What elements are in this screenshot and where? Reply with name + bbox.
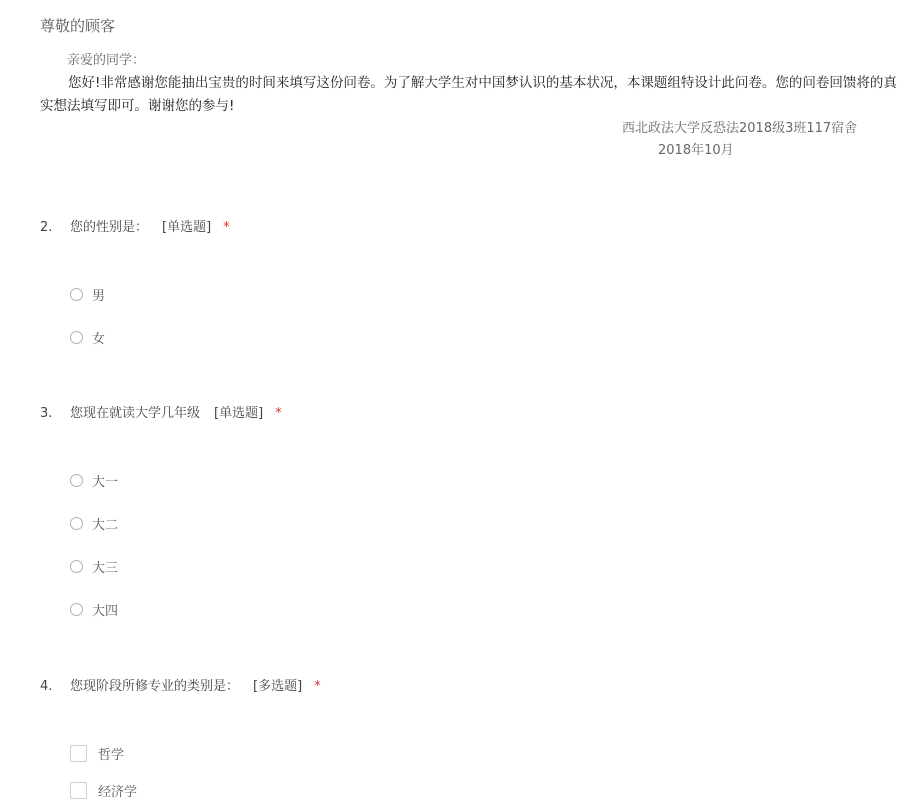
checkbox[interactable] xyxy=(70,745,87,762)
question-text: 您现阶段所修专业的类别是： xyxy=(70,679,240,694)
q4-option-economics[interactable] xyxy=(70,780,137,800)
option-label: 女 xyxy=(92,331,106,347)
q2-option-male[interactable] xyxy=(70,284,105,304)
intro-salutation: 亲爱的同学： xyxy=(67,53,146,68)
radio-button[interactable] xyxy=(70,288,83,301)
question-3-title xyxy=(40,402,282,421)
question-type: [多选题] xyxy=(253,679,303,694)
required-marker: * xyxy=(314,679,321,694)
question-2-title xyxy=(40,216,230,235)
intro-body: 您好!非常感谢您能抽出宝贵的时间来填写这份问卷。为了解大学生对中国梦认识的基本状况，本课题组特设计此问卷。您的问卷回馈将的真实想法填写即可。谢谢您的参与! xyxy=(40,75,897,114)
q4-option-philosophy[interactable] xyxy=(70,743,124,763)
radio-button[interactable] xyxy=(70,474,83,487)
question-number: 3. xyxy=(40,406,53,421)
intro-signature-block xyxy=(622,118,857,162)
option-label: 大四 xyxy=(92,603,119,619)
intro-signature: 西北政法大学反恐法2018级3班117宿舍 xyxy=(622,121,858,136)
option-label: 大三 xyxy=(92,560,119,576)
option-label: 哲学 xyxy=(98,747,125,763)
survey-greeting: 尊敬的顾客 xyxy=(40,17,116,35)
question-type: [单选题] xyxy=(214,406,264,421)
intro-date: 2018年10月 xyxy=(658,143,734,158)
option-label: 男 xyxy=(92,288,106,304)
q3-option-year2[interactable] xyxy=(70,513,118,533)
question-number: 4. xyxy=(40,679,53,694)
q2-option-female[interactable] xyxy=(70,327,105,347)
radio-button[interactable] xyxy=(70,517,83,530)
checkbox[interactable] xyxy=(70,782,87,799)
question-number: 2. xyxy=(40,220,53,235)
question-text: 您现在就读大学几年级 xyxy=(70,406,201,421)
required-marker: * xyxy=(223,220,230,235)
survey-intro xyxy=(40,52,900,118)
q3-option-year1[interactable] xyxy=(70,470,118,490)
radio-button[interactable] xyxy=(70,560,83,573)
question-4-title xyxy=(40,675,321,694)
question-text: 您的性别是： xyxy=(70,220,149,235)
option-label: 大一 xyxy=(92,474,119,490)
required-marker: * xyxy=(275,406,282,421)
radio-button[interactable] xyxy=(70,603,83,616)
q3-option-year4[interactable] xyxy=(70,599,118,619)
option-label: 大二 xyxy=(92,517,119,533)
q3-option-year3[interactable] xyxy=(70,556,118,576)
radio-button[interactable] xyxy=(70,331,83,344)
question-type: [单选题] xyxy=(162,220,212,235)
option-label: 经济学 xyxy=(98,784,138,800)
